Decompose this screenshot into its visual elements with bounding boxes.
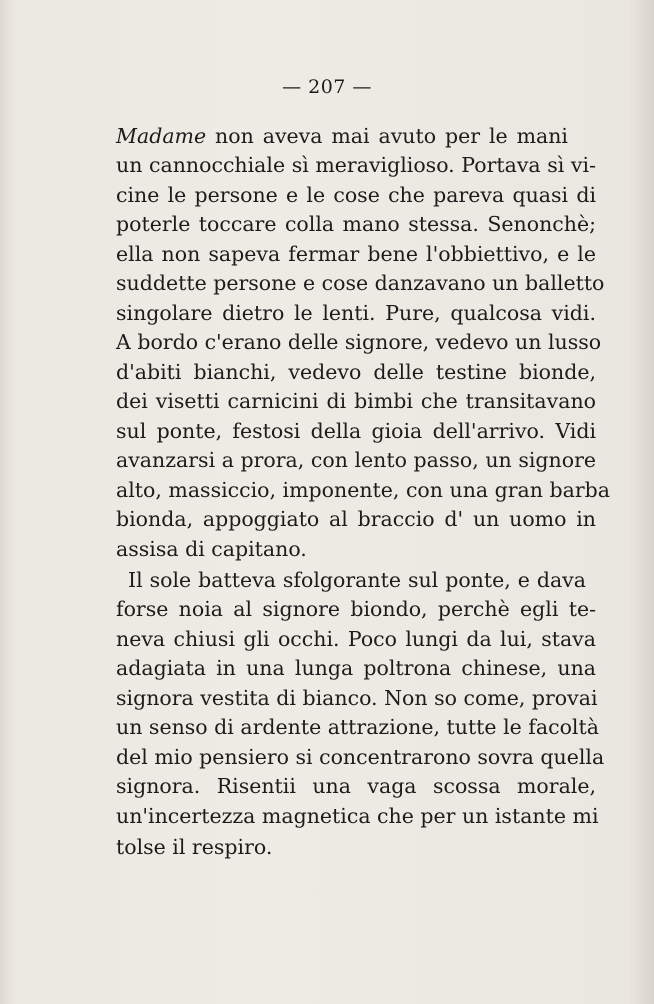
- text-line: Madame non aveva mai avuto per le mani: [116, 124, 568, 148]
- text-line: tolse il respiro.: [116, 835, 273, 859]
- text-line: bionda, appoggiato al braccio d' un uomo in: [116, 507, 596, 531]
- text-line: avanzarsi a prora, con lento passo, un signore: [116, 448, 596, 472]
- page-number: — 207 —: [282, 76, 372, 98]
- italic-word: Madame: [116, 124, 207, 148]
- text-line: ella non sapeva fermar bene l'obbiettivo, e le: [116, 242, 596, 266]
- text-line: Il sole batteva sfolgorante sul ponte, e dava: [128, 568, 586, 592]
- text-line: neva chiusi gli occhi. Poco lungi da lui, stava: [116, 627, 596, 651]
- text-line: poterle toccare colla mano stessa. Senonchè;: [116, 212, 596, 236]
- text-line: del mio pensiero si concentrarono sovra quella: [116, 745, 605, 769]
- text-line: alto, massiccio, imponente, con una gran barba: [116, 478, 610, 502]
- text-line: un cannocchiale sì meraviglioso. Portava sì vi-: [116, 153, 596, 177]
- text-line: singolare dietro le lenti. Pure, qualcosa vidi.: [116, 301, 596, 325]
- text-line: signora. Risentii una vaga scossa morale,: [116, 774, 596, 798]
- text-line: sul ponte, festosi della gioia dell'arrivo. Vidi: [116, 419, 596, 443]
- text-line: cine le persone e le cose che pareva quasi di: [116, 183, 596, 207]
- text-line: un senso di ardente attrazione, tutte le facoltà: [116, 715, 599, 739]
- text-line: un'incertezza magnetica che per un istante mi: [116, 804, 599, 828]
- text-line: A bordo c'erano delle signore, vedevo un lusso: [116, 330, 602, 354]
- text-line: adagiata in una lunga poltrona chinese, una: [116, 656, 596, 680]
- text-line: dei visetti carnicini di bimbi che transitavano: [116, 389, 596, 413]
- text-line: suddette persone e cose danzavano un balletto: [116, 271, 605, 295]
- text-line: signora vestita di bianco. Non so come, provai: [116, 686, 598, 710]
- text-line: assisa di capitano.: [116, 537, 307, 561]
- text-line: forse noia al signore biondo, perchè egli te-: [116, 597, 596, 621]
- text-line: d'abiti bianchi, vedevo delle testine bionde,: [116, 360, 596, 384]
